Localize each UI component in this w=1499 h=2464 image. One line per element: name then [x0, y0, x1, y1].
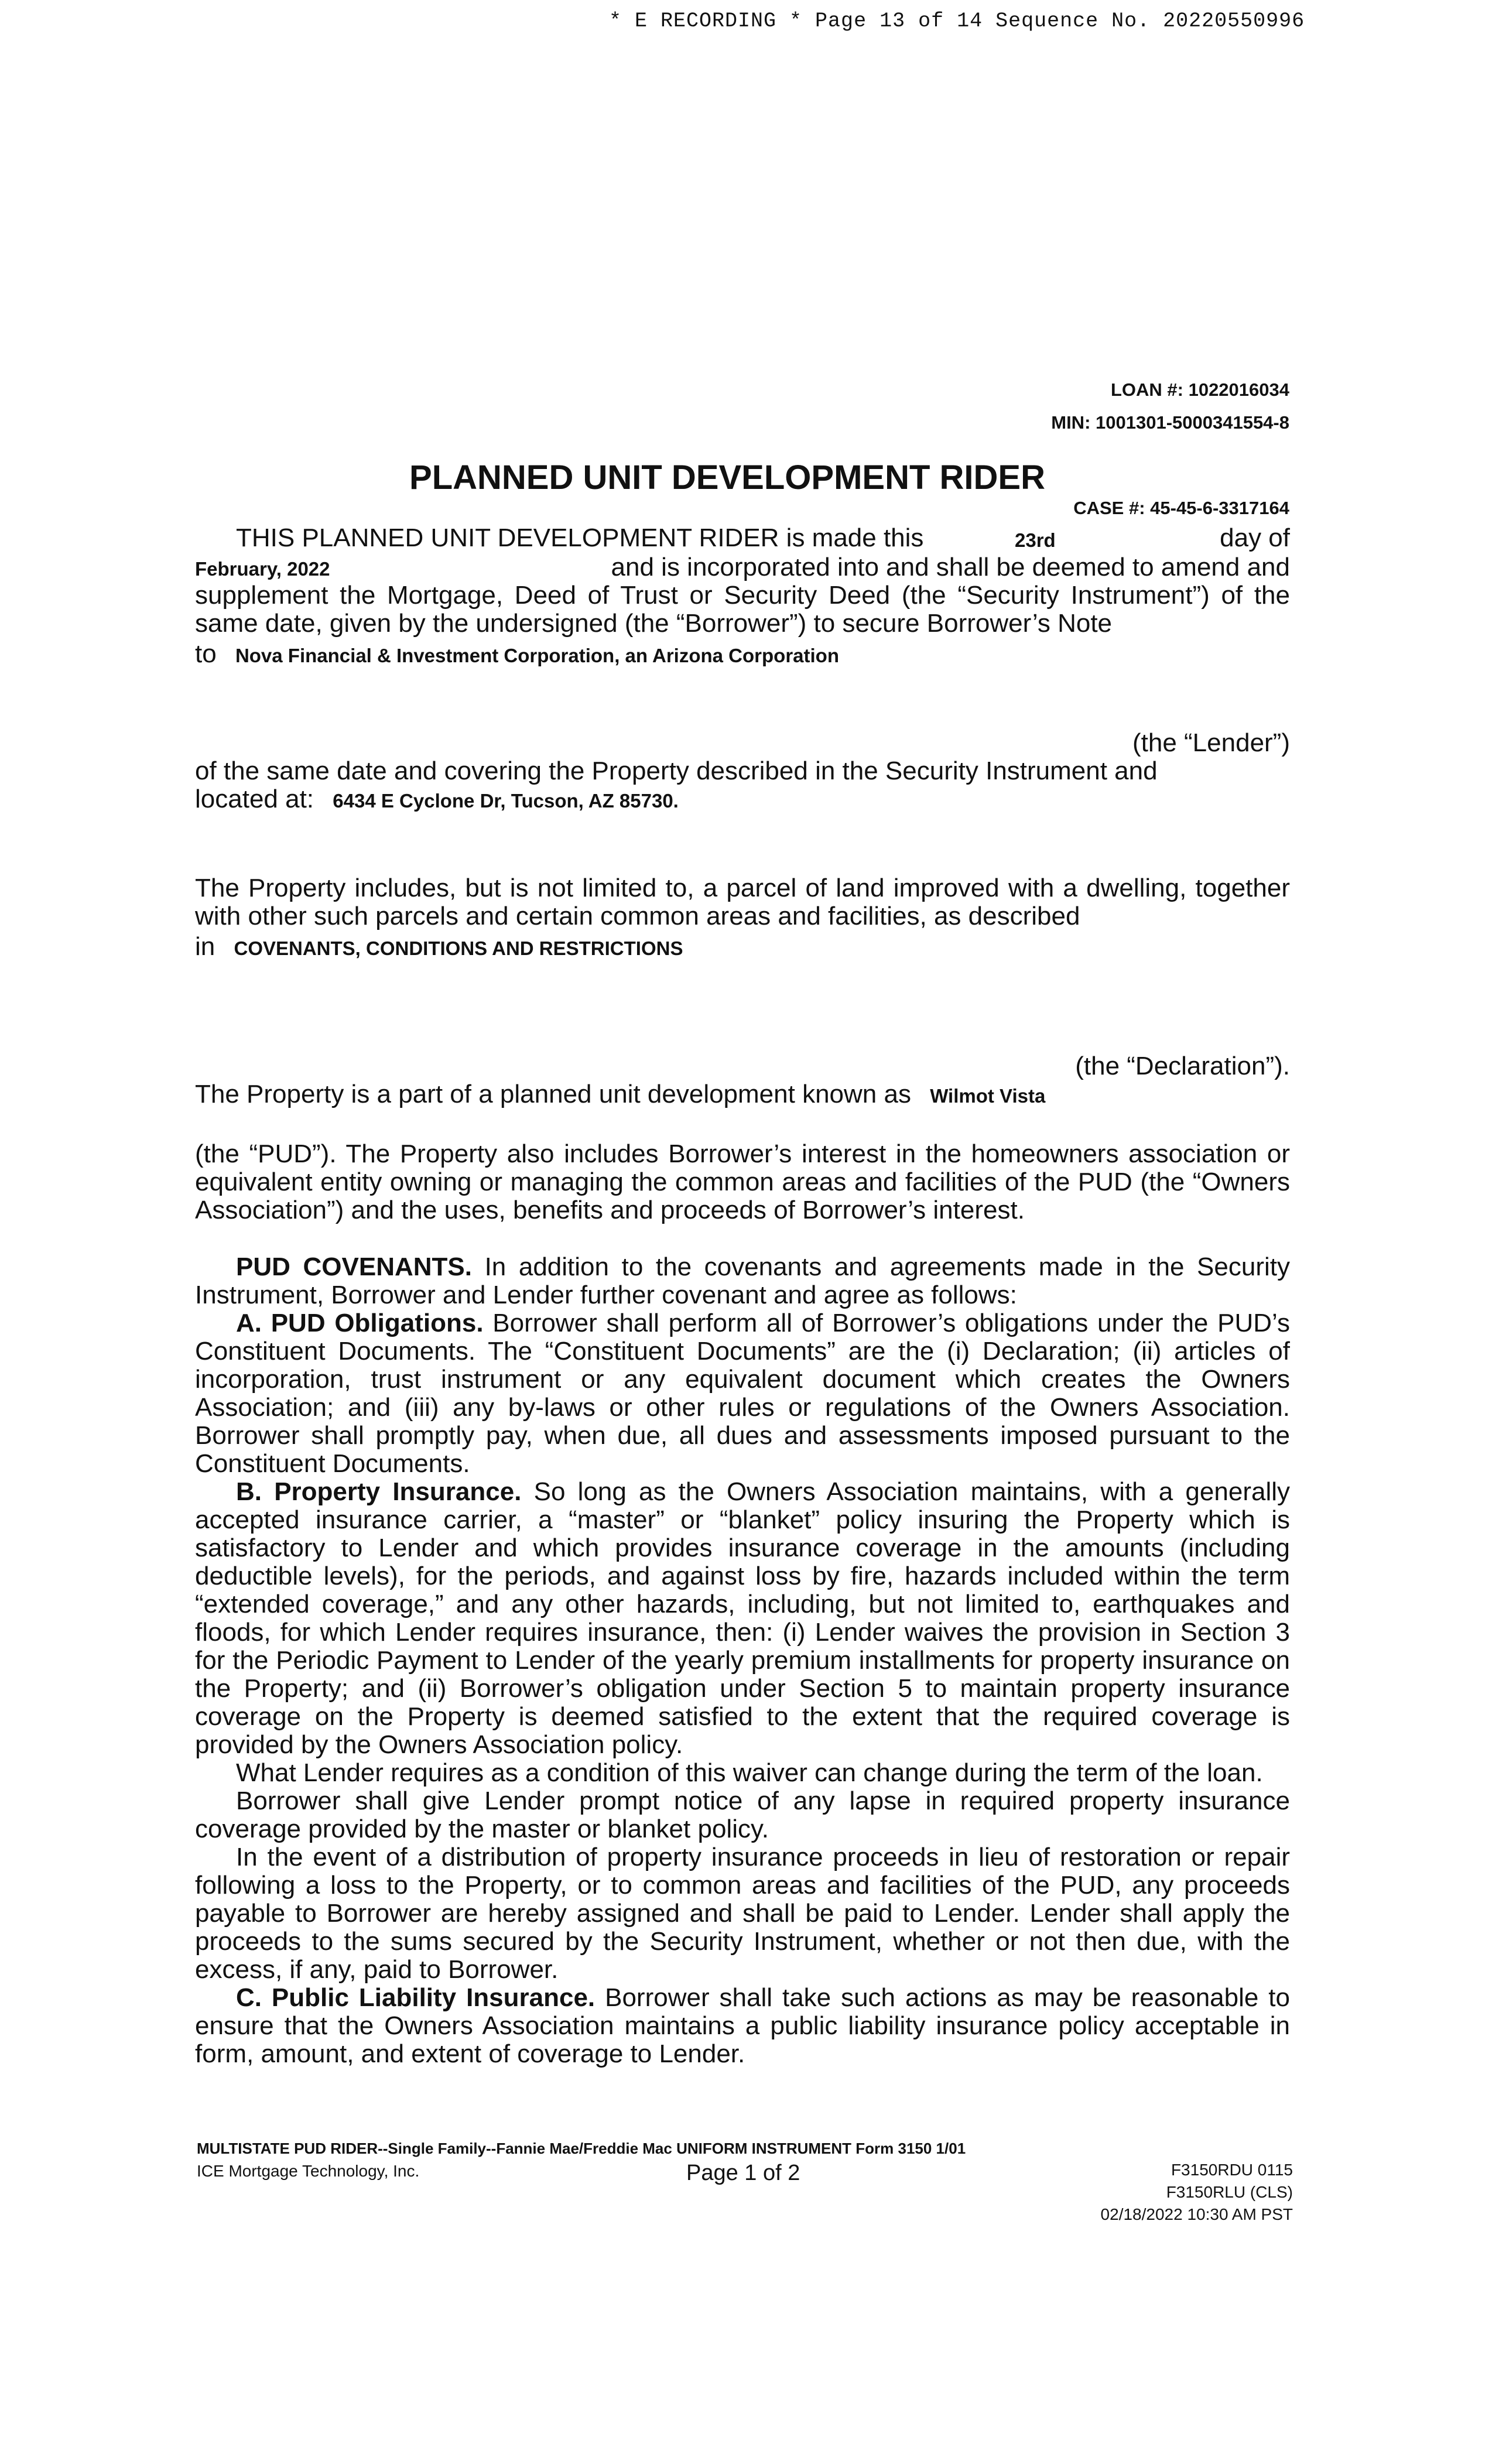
covenant-c-text: Borrower shall take such actions as may be reasonable to ensure that the Owners Association maintains a public liability insurance policy acceptable in form, amount, and extent of coverage to Lender.	[195, 1983, 1290, 2068]
covenant-b-text: So long as the Owners Association maintains, with a generally accepted insurance carrier, a “master” or “blanket” policy insuring the Property which is satisfactory to Lender and which provides insurance coverage in the amounts (including deductible levels), for the periods, and against loss by fire, hazards included within the term “extended coverage,” and any other hazards, including, but not limited to, earthquakes and floods, for which Lender requires insurance, then: (i) Lender waives the provision in Section 3 for the Periodic Payment to Lender of the yearly premium installments for property insurance on the Property; and (ii) Borrower’s obligation under Section 5 to maintain property insurance coverage on the Property is deemed satisfied to the extent that the required coverage is provided by the Owners Association policy.	[195, 1477, 1290, 1759]
page-title	[0, 458, 1499, 497]
covenants-heading-text: In addition to the covenants and agreements made in the Security Instrument, Borrower and Lender further covenant and agree as follows:	[195, 1252, 1290, 1309]
lender-name: Nova Financial & Investment Corporation, an Arizona Corporation	[235, 645, 839, 666]
footer-timestamp: 02/18/2022 10:30 AM PST	[1100, 2205, 1293, 2223]
property-text: The Property includes, but is not limited to, a parcel of land improved with a dwelling, together with other such parcels and certain common areas and facilities, as described	[195, 874, 1290, 930]
intro-month-year: February, 2022	[195, 558, 330, 580]
min-number: MIN: 1001301-5000341554-8	[1051, 412, 1289, 433]
covenant-a-heading: A. PUD Obligations.	[236, 1309, 484, 1337]
intro-day-of: day of	[1220, 523, 1290, 552]
intro-line-2-text: and is incorporated into and shall be deemed to amend and	[611, 553, 1290, 581]
intro-covering: of the same date and covering the Property described in the Security Instrument and	[195, 757, 1158, 785]
pud-name: Wilmot Vista	[930, 1085, 1046, 1107]
covenant-b	[195, 1478, 1290, 1759]
intro-to: to	[195, 639, 217, 668]
covenants-heading: PUD COVENANTS.	[236, 1252, 472, 1281]
declaration-line	[195, 933, 1290, 963]
footer-company: ICE Mortgage Technology, Inc.	[197, 2162, 420, 2180]
declaration-tag: (the “Declaration”).	[1075, 1052, 1290, 1080]
covenant-b-2: What Lender requires as a condition of this waiver can change during the term of the loan.	[236, 1758, 1263, 1787]
covenant-a	[195, 1309, 1290, 1478]
page-title-text: PLANNED UNIT DEVELOPMENT RIDER	[409, 458, 1045, 497]
pud-intro: The Property is a part of a planned unit development known as	[195, 1080, 911, 1108]
case-number: CASE #: 45-45-6-3317164	[1073, 498, 1289, 518]
declaration-in: in	[195, 932, 215, 961]
footer-code-2: F3150RLU (CLS)	[1166, 2183, 1293, 2201]
intro-day: 23rd	[1015, 529, 1056, 551]
intro-line-2	[195, 553, 1290, 583]
covenant-c	[195, 1984, 1290, 2068]
intro-body	[195, 581, 1290, 638]
covenant-b-4: In the event of a distribution of property insurance proceeds in lieu of restoration or repair following a loss to the Property, or to common areas and facilities of the PUD, any proceeds payable to Borrower are hereby assigned and shall be paid to Lender. Lender shall apply the proceeds to the sums secured by the Security Instrument, whether or not then due, with the excess, if any, paid to Borrower.	[195, 1843, 1290, 1984]
address-line	[195, 785, 1290, 815]
recording-stamp: * E RECORDING * Page 13 of 14 Sequence No. 20220550996	[609, 9, 1305, 33]
covenant-a-text: Borrower shall perform all of Borrower’s obligations under the PUD’s Constituent Documents. The “Constituent Documents” are the (i) Declaration; (ii) articles of incorporation, trust instrument or any equivalent document which creates the Owners Association; and (iii) any by-laws or other rules or regulations of the Owners Association. Borrower shall promptly pay, when due, all dues and assessments imposed pursuant to the Constituent Documents.	[195, 1309, 1290, 1478]
footer-code-1: F3150RDU 0115	[1171, 2161, 1293, 2179]
pud-line	[195, 1080, 1290, 1110]
loan-number: LOAN #: 1022016034	[1110, 379, 1289, 400]
pud-body	[195, 1140, 1290, 1224]
pud-body-text: (the “PUD”). The Property also includes Borrower’s interest in the homeowners association or equivalent entity owning or managing the common areas and facilities of the PUD (the “Owners Association”) and the uses, benefits and proceeds of Borrower’s interest.	[195, 1139, 1290, 1224]
intro-pre: THIS PLANNED UNIT DEVELOPMENT RIDER is made this	[236, 523, 924, 552]
located-at: located at:	[195, 785, 314, 813]
intro-line-1	[236, 524, 1290, 552]
property-address: 6434 E Cyclone Dr, Tucson, AZ 85730.	[333, 790, 679, 812]
intro-body-text: supplement the Mortgage, Deed of Trust or Security Deed (the “Security Instrument”) of the same date, given by the undersigned (the “Borrower”) to secure Borrower’s Note	[195, 581, 1290, 638]
covenant-b-3: Borrower shall give Lender prompt notice of any lapse in required property insurance coverage provided by the master or blanket policy.	[195, 1787, 1290, 1843]
lender-tag: (the “Lender”)	[1132, 728, 1290, 757]
declaration-name: COVENANTS, CONDITIONS AND RESTRICTIONS	[234, 937, 683, 959]
covenants-section	[195, 1253, 1290, 2068]
footer-form-line: MULTISTATE PUD RIDER--Single Family--Fannie Mae/Freddie Mac UNIFORM INSTRUMENT Form 3150 1/01	[197, 2140, 966, 2157]
property-description	[195, 874, 1290, 930]
footer-page: Page 1 of 2	[686, 2161, 800, 2185]
covenants-intro	[195, 1253, 1290, 1309]
intro-lender-line	[195, 640, 1290, 670]
covenant-c-heading: C. Public Liability Insurance.	[236, 1983, 596, 2012]
covenant-b-heading: B. Property Insurance.	[236, 1477, 522, 1506]
